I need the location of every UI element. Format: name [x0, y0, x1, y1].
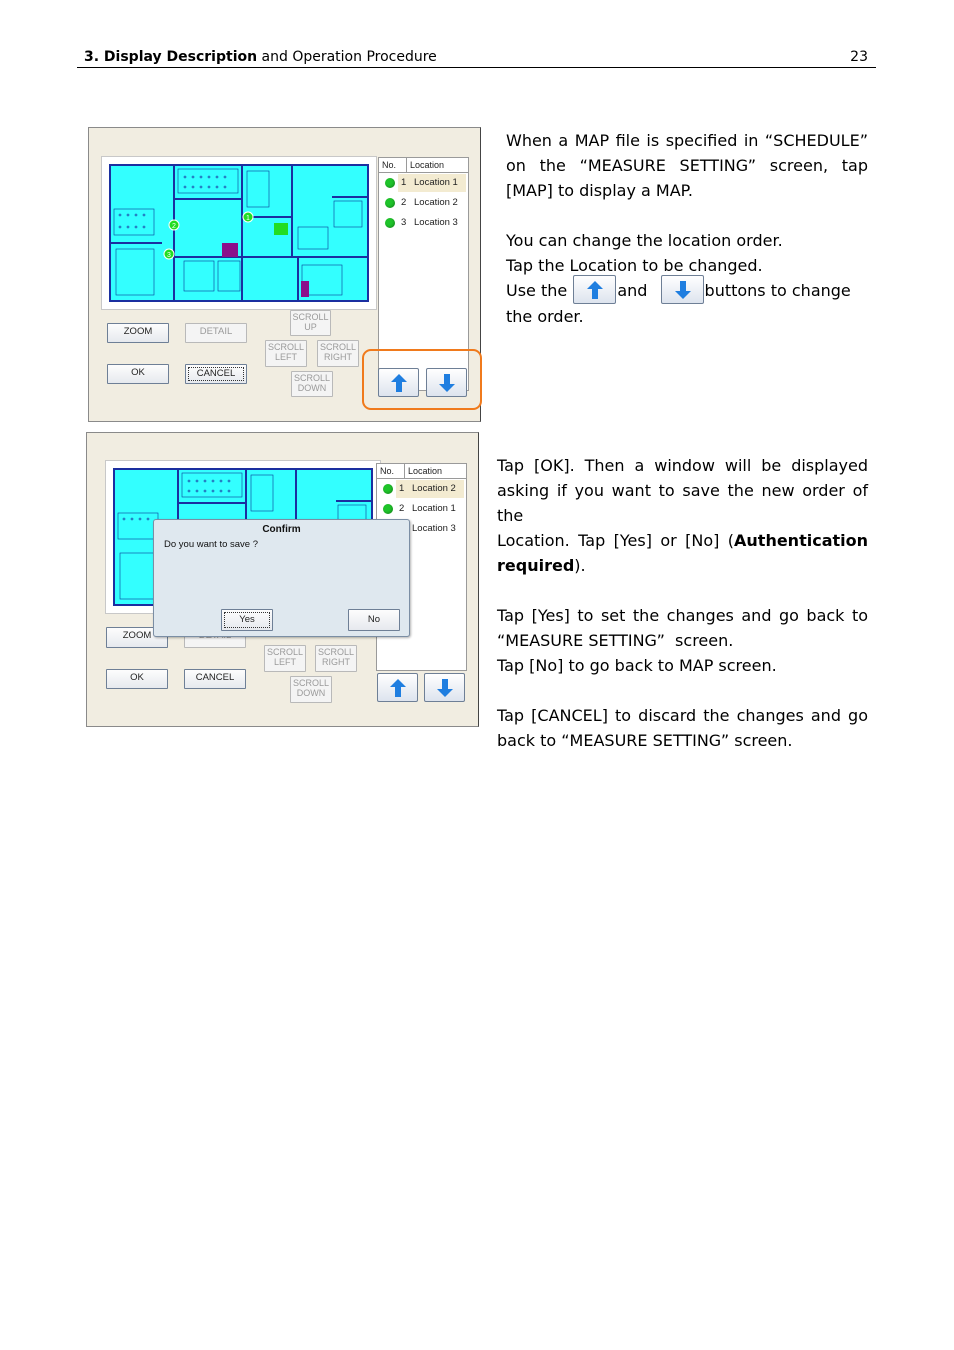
location-row[interactable]: 3 Location 3 — [379, 213, 468, 233]
no-button[interactable]: No — [348, 609, 400, 631]
detail-button[interactable]: DETAIL — [185, 323, 247, 343]
move-up-button[interactable] — [377, 673, 418, 702]
ok-button[interactable]: OK — [106, 669, 168, 689]
status-dot-icon — [383, 484, 393, 494]
scroll-right-button[interactable]: SCROLL RIGHT — [315, 645, 357, 672]
confirm-dialog — [153, 519, 410, 637]
dialog-title: Confirm — [262, 524, 301, 535]
move-down-button[interactable] — [424, 673, 465, 702]
scroll-down-button[interactable]: SCROLL DOWN — [291, 371, 333, 397]
location-row[interactable]: Location 3 — [377, 519, 466, 539]
scroll-right-button[interactable]: SCROLL RIGHT — [317, 340, 359, 367]
arrow-buttons-highlight — [362, 349, 482, 410]
scroll-left-button[interactable]: SCROLL LEFT — [264, 645, 306, 672]
zoom-button[interactable]: ZOOM — [106, 627, 168, 648]
location-list-header: No. Location — [379, 158, 468, 173]
down-arrow-button-sample — [661, 275, 704, 304]
svg-text:3: 3 — [167, 252, 171, 259]
location-list-header: No. Location — [377, 464, 466, 479]
scroll-up-button[interactable]: SCROLL UP — [290, 310, 331, 336]
status-dot-icon — [385, 198, 395, 208]
status-dot-icon — [385, 218, 395, 228]
arrow-up-icon — [587, 281, 603, 299]
location-row[interactable]: 1 Location 2 — [377, 479, 466, 499]
scroll-down-button[interactable]: SCROLL DOWN — [290, 676, 332, 703]
arrow-usage-line: Use the and buttons to change — [506, 278, 868, 304]
location-row[interactable]: 2 Location 2 — [379, 193, 468, 213]
arrow-down-icon — [675, 281, 691, 299]
dialog-message: Do you want to save ? — [164, 539, 258, 550]
page-header — [77, 48, 876, 68]
yes-button[interactable]: Yes — [221, 609, 273, 631]
floor-map[interactable] — [101, 156, 377, 310]
status-dot-icon — [383, 504, 393, 514]
svg-text:1: 1 — [246, 215, 250, 222]
cancel-button[interactable]: CANCEL — [184, 669, 246, 689]
location-row[interactable]: 2 Location 1 — [377, 499, 466, 519]
location-marker-2[interactable] — [169, 220, 179, 230]
cancel-button[interactable]: CANCEL — [185, 364, 247, 384]
location-marker-1[interactable] — [243, 212, 253, 222]
section-title: 3. Display Description and Operation Procedure — [84, 49, 437, 65]
page-number: 23 — [850, 49, 868, 65]
location-row[interactable]: 1 Location 1 — [379, 173, 468, 193]
arrow-down-icon — [437, 679, 453, 697]
location-marker-3[interactable] — [164, 249, 174, 259]
status-dot-icon — [385, 178, 395, 188]
up-arrow-button-sample — [573, 275, 616, 304]
instructions-map: When a MAP file is specified in “SCHEDULE” on the “MEASURE SETTING” screen, tap [MAP] to display a MAP. You can change the location order. Tap the Location to be changed. Use the and buttons to change the order. — [506, 131, 868, 326]
arrow-up-icon — [390, 679, 406, 697]
svg-text:2: 2 — [172, 223, 176, 230]
scroll-left-button[interactable]: SCROLL LEFT — [265, 340, 307, 367]
ok-button[interactable]: OK — [107, 364, 169, 384]
instructions-confirm: Tap [OK]. Then a window will be displayed asking if you want to save the new order of the Location. Tap [Yes] or [No] (Authentication required). Tap [Yes] to set the changes and go back to “MEASURE SETTING” screen. Tap [No] to go back to MAP screen. Tap [CANCEL] to discard the changes and go back to “MEASURE SETTING” screen. — [497, 456, 868, 750]
floor-plan-image — [102, 157, 376, 309]
zoom-button[interactable]: ZOOM — [107, 323, 169, 343]
